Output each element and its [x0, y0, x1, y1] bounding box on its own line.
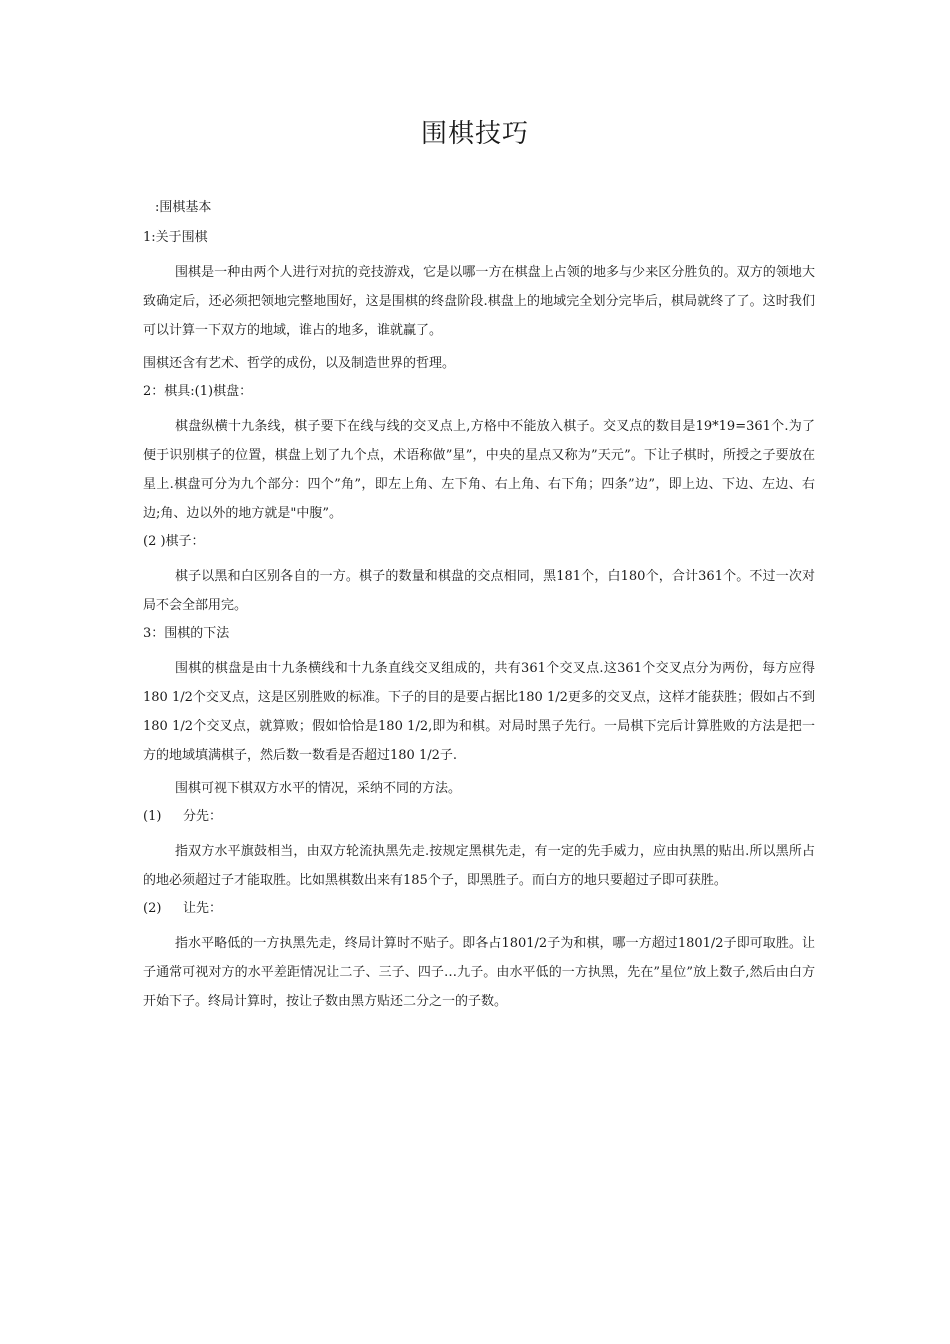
list-item-number: (2) — [143, 901, 162, 916]
section-heading: 2：棋具:(1)棋盘： — [143, 384, 253, 399]
paragraph: 指双方水平旗鼓相当，由双方轮流执黑先走.按规定黑棋先走，有一定的先手威力，应由执黑的贴出.所以黑所占的地必须超过子才能取胜。比如黑棋数出来有185个子，即黑胜子。而白方的地只要超过子即可获胜。 — [143, 844, 815, 888]
paragraph: 围棋可视下棋双方水平的情况，采纳不同的方法。 — [175, 781, 462, 796]
paragraph: 围棋是一种由两个人进行对抗的竞技游戏，它是以哪一方在棋盘上占领的地多与少来区分胜负的。双方的领地大致确定后，还必须把领地完整地围好，这是围棋的终盘阶段.棋盘上的地域完全划分完毕后，棋局就终了了。这时我们可以计算一下双方的地域，谁占的地多，谁就赢了。 — [143, 265, 815, 338]
section-heading: :围棋基本 — [155, 200, 212, 215]
list-item-label: 让先： — [183, 901, 223, 916]
list-item-number: (1) — [143, 809, 162, 824]
section-heading: 3：围棋的下法 — [143, 626, 230, 641]
document-body — [143, 198, 815, 1020]
paragraph: 围棋还含有艺术、哲学的成份，以及制造世界的哲理。 — [143, 356, 456, 371]
paragraph: 棋子以黑和白区别各自的一方。棋子的数量和棋盘的交点相同，黑181个，白180个，合计361个。不过一次对局不会全部用完。 — [143, 569, 815, 613]
paragraph: 棋盘纵横十九条线，棋子要下在线与线的交叉点上,方格中不能放入棋子。交叉点的数目是19*19=361个.为了便于识别棋子的位置，棋盘上划了九个点，术语称做”星”，中央的星点又称为”天元”。下让子棋时，所授之子要放在星上.棋盘可分为九个部分：四个”角”，即左上角、左下角、右上角、右下角；四条”边”，即上边、下边、左边、右边;角、边以外的地方就是"中腹”。 — [143, 419, 815, 521]
list-item — [143, 899, 815, 919]
list-item-label: 分先： — [183, 809, 223, 824]
list-item — [143, 807, 815, 827]
paragraph: 指水平略低的一方执黑先走，终局计算时不贴子。即各占1801/2子为和棋，哪一方超过1801/2子即可取胜。让子通常可视对方的水平差距情况让二子、三子、四子…九子。由水平低的一方执黑，先在”星位”放上数子,然后由白方开始下子。终局计算时，按让子数由黑方贴还二分之一的子数。 — [143, 936, 815, 1009]
section-heading: 1:关于围棋 — [143, 230, 208, 245]
document-title: 围棋技巧 — [420, 119, 529, 149]
paragraph: 围棋的棋盘是由十九条横线和十九条直线交叉组成的，共有361个交叉点.这361个交叉点分为两份，每方应得180 1/2个交叉点，这是区别胜败的标准。下子的目的是要占据比180 1/2更多的交叉点，这样才能获胜；假如占不到180 1/2个交叉点，就算败；假如恰恰是180 1/2,即为和棋。对局时黑子先行。一局棋下完后计算胜败的方法是把一方的地域填满棋子，然后数一数看是否超过180 1/2子. — [143, 661, 815, 763]
section-heading: (2 )棋子： — [143, 534, 205, 549]
